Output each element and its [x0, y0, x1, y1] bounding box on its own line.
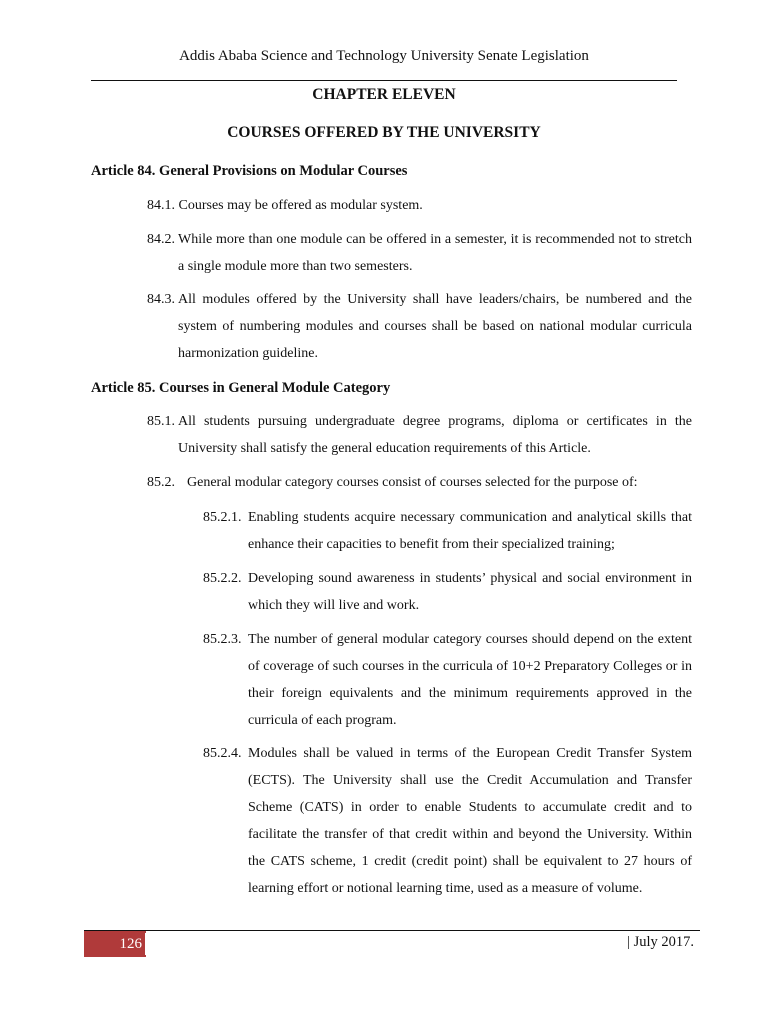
page-number-separator — [145, 933, 146, 955]
subclause-number: 85.2.4. — [203, 746, 242, 761]
clause-text: While more than one module can be offered in a semester, it is recommended not to stretch a single module more than two semesters. — [178, 232, 692, 274]
subclause-text: Modules shall be valued in terms of the European Credit Transfer System (ECTS). The University shall use the Credit Accumulation and Transfer Scheme (CATS) in order to enable Students to accumulate credit and to facilitate the transfer of that credit within and beyond the University. Within the CATS scheme, 1 credit (credit point) shall be equivalent to 27 hours of learning effort or notional learning time, used as a measure of volume. — [248, 746, 692, 896]
clause-85-1 — [147, 408, 692, 462]
clause-number: 84.3. — [147, 292, 175, 307]
article-84-heading: Article 84. General Provisions on Modular Courses — [91, 163, 408, 179]
clause-text: All students pursuing undergraduate degree programs, diploma or certificates in the University shall satisfy the general education requirements of this Article. — [178, 414, 692, 456]
subclause-text: Enabling students acquire necessary communication and analytical skills that enhance their capacities to benefit from their specialized training; — [248, 510, 692, 552]
subclause-85-2-3 — [203, 626, 692, 734]
clause-number: 85.1. — [147, 414, 175, 429]
clause-number: 85.2. — [147, 475, 175, 490]
clause-84-2 — [147, 226, 692, 280]
subclause-85-2-2 — [203, 565, 692, 619]
subclause-number: 85.2.3. — [203, 632, 242, 647]
section-title: COURSES OFFERED BY THE UNIVERSITY — [227, 124, 541, 141]
subclause-85-2-1 — [203, 504, 692, 558]
footer-rule — [84, 930, 700, 931]
page-number-box — [84, 931, 146, 957]
chapter-title: CHAPTER ELEVEN — [312, 86, 456, 103]
page-number: 126 — [119, 935, 142, 952]
subclause-85-2-4 — [203, 740, 692, 902]
article-85-heading: Article 85. Courses in General Module Category — [91, 380, 391, 396]
running-header: Addis Ababa Science and Technology University Senate Legislation — [179, 48, 589, 64]
subclause-number: 85.2.1. — [203, 510, 242, 525]
subclause-number: 85.2.2. — [203, 571, 242, 586]
clause-text: Courses may be offered as modular system. — [178, 198, 423, 213]
clause-number: 84.2. — [147, 232, 175, 247]
footer-date: | July 2017. — [627, 934, 694, 950]
clause-text: All modules offered by the University shall have leaders/chairs, be numbered and the system of numbering modules and courses shall be based on national modular curricula harmonization guideline. — [178, 292, 692, 361]
subclause-text: Developing sound awareness in students’ physical and social environment in which they will live and work. — [248, 571, 692, 613]
subclause-text: The number of general modular category courses should depend on the extent of coverage of such courses in the curricula of 10+2 Preparatory Colleges or in their foreign equivalents and the minimum requirements approved in the curricula of each program. — [248, 632, 692, 728]
clause-84-1 — [147, 192, 692, 219]
header-rule — [91, 80, 677, 81]
clause-number: 84.1. — [147, 198, 175, 213]
clause-85-2 — [147, 469, 692, 496]
clause-text: General modular category courses consist of courses selected for the purpose of: — [187, 475, 638, 490]
clause-84-3 — [147, 286, 692, 367]
